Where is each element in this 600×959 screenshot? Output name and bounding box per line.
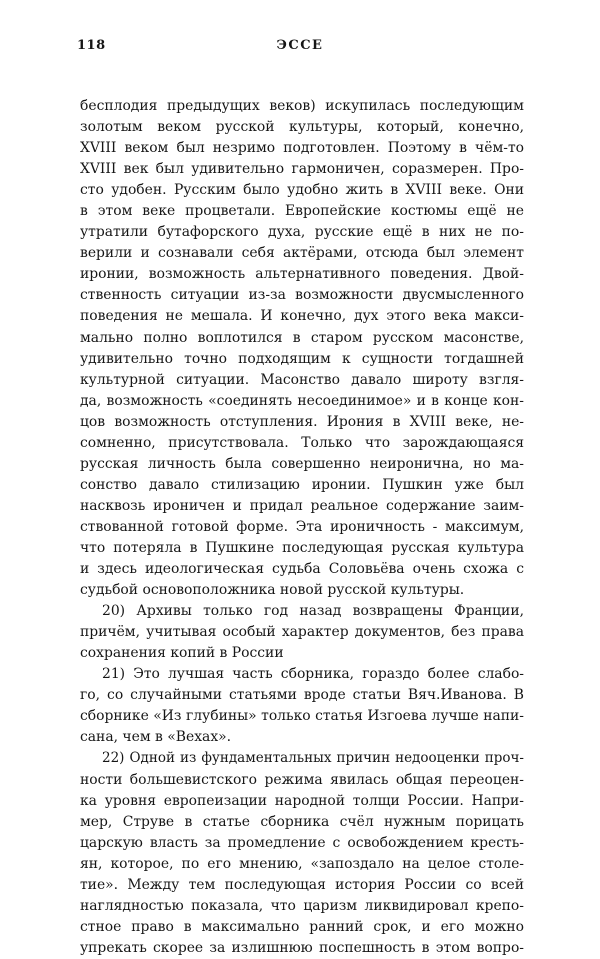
text-line: мально полно воплотился в старом русском масонстве, xyxy=(80,329,524,346)
text-line: цов возможность отступления. Ирония в XVIII веке, не- xyxy=(80,413,524,430)
text-line: 22) Одной из фундаментальных причин недооценки проч- xyxy=(102,750,524,767)
text-line: в этом веке процветали. Европейские костюмы ещё не xyxy=(80,203,524,220)
text-line: сто удобен. Русским было удобно жить в XVIII веке. Они xyxy=(80,182,524,199)
text-line: ка уровня европеизации народной толщи России. Напри- xyxy=(80,792,524,809)
text-line: и здесь идеологическая судьба Соловьёва очень схожа с xyxy=(80,561,524,578)
text-line: ственность ситуации из-за возможности двусмысленного xyxy=(80,287,524,304)
text-line: го, со случайными статьями вроде статьи Вяч.Иванова. В xyxy=(80,687,524,704)
text-line: бесплодия предыдущих веков) искупилась последующим xyxy=(80,98,524,114)
text-line: тие». Между тем последующая история России со всей xyxy=(80,876,524,893)
text-line: ян, которое, по его мнению, «запоздало на целое столе- xyxy=(80,855,524,872)
running-title: ЭССЕ xyxy=(276,38,324,53)
text-line: культурной ситуации. Масонство давало широту взгля- xyxy=(80,371,524,388)
text-line: сохранения копий в России xyxy=(80,645,284,662)
text-line: царскую власть за промедление с освобождением кресть- xyxy=(80,834,524,851)
text-line: судьбой основоположника новой русской культуры. xyxy=(80,582,465,599)
text-line: верили и сознавали себя актёрами, отсюда был элемент xyxy=(80,245,524,262)
text-line: причём, учитывая особый характер документов, без права xyxy=(80,624,524,641)
text-line: золотым веком русской культуры, который, конечно, xyxy=(80,119,524,136)
text-line: да, возможность «соединять несоединимое» и в конце кон- xyxy=(80,392,524,409)
text-line: 21) Это лучшая часть сборника, гораздо более слабо- xyxy=(102,666,524,683)
text-line: сомненно, присутствовала. Только что зарождающаяся xyxy=(80,434,524,451)
text-line: ности большевистского режима явилась общая переоцен- xyxy=(80,771,524,788)
text-line: сборнике «Из глубины» только статья Изгоева лучше напи- xyxy=(80,708,524,725)
page-header xyxy=(0,38,600,58)
text-line: мер, Струве в статье сборника счёл нужным порицать xyxy=(80,813,524,830)
text-line: наглядностью показала, что царизм ликвидировал крепо- xyxy=(80,897,524,914)
text-line: насквозь ироничен и придал реальное содержание заим- xyxy=(80,497,524,514)
text-line: стное право в максимально ранний срок, и его можно xyxy=(80,918,524,935)
text-line: поведения не мешала. И конечно, дух этого века макси- xyxy=(80,308,524,325)
body-text xyxy=(80,96,524,959)
text-line: сана, чем в «Вехах». xyxy=(80,729,232,746)
text-line: XVIII веком был незримо подготовлен. Поэтому в чём-то xyxy=(80,140,524,157)
text-line: XVIII век был удивительно гармоничен, соразмерен. Про- xyxy=(80,161,524,178)
text-line: ствованной готовой форме. Эта ироничность - максимум, xyxy=(80,518,524,535)
page-number: 118 xyxy=(77,38,106,53)
text-line: 20) Архивы только год назад возвращены Франции, xyxy=(102,603,524,620)
text-line: удивительно точно подходящим к сущности тогдашней xyxy=(80,350,524,367)
text-line: сонство давало стилизацию иронии. Пушкин уже был xyxy=(80,476,524,493)
text-line: утратили бутафорского духа, русские ещё в них не по- xyxy=(80,224,524,241)
text-line: русская личность была совершенно неиронична, но ма- xyxy=(80,455,524,472)
text-line: что потеряла в Пушкине последующая русская культура xyxy=(80,539,524,556)
text-line: упрекать скорее за излишнюю поспешность в этом вопро- xyxy=(80,939,524,956)
text-line: иронии, возможность альтернативного поведения. Двой- xyxy=(80,266,524,283)
